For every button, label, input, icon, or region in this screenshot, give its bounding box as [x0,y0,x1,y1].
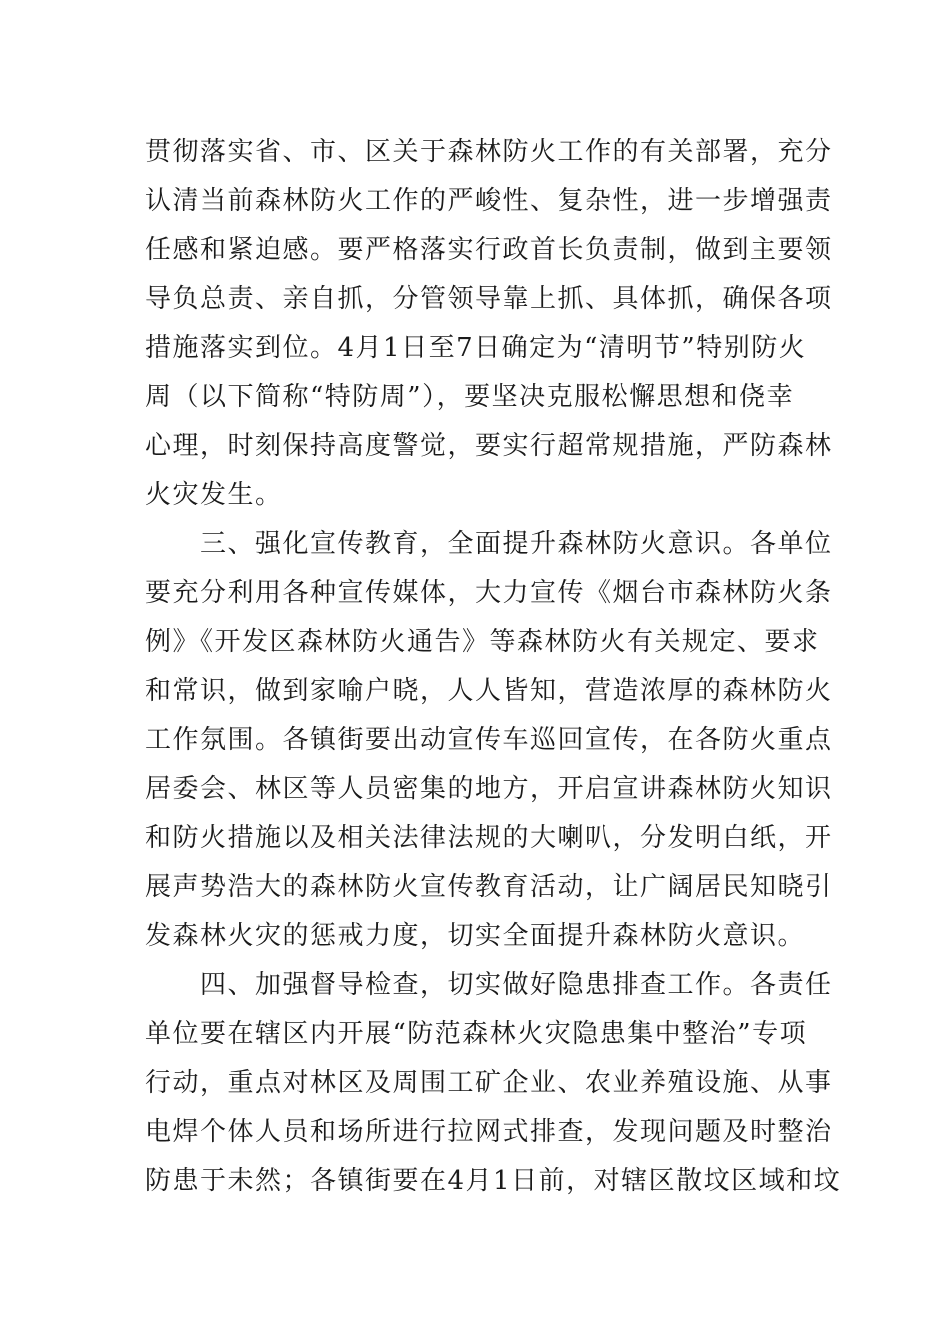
section-heading-line: 三、强化宣传教育，全面提升森林防火意识。各单位 [145,529,833,559]
text-line: 导负总责、亲自抓，分管领导靠上抓、具体抓，确保各项 [145,284,833,314]
section-heading-line: 四、加强督导检查，切实做好隐患排查工作。各责任 [145,970,833,1000]
text-line: 防患于未然；各镇街要在4月1日前，对辖区散坟区域和坟 [145,1166,842,1196]
text-line: 工作氛围。各镇街要出动宣传车巡回宣传，在各防火重点 [145,725,833,755]
text-line: 火灾发生。 [145,480,283,510]
text-line: 行动，重点对林区及周围工矿企业、农业养殖设施、从事 [145,1068,833,1098]
text-line: 发森林火灾的惩戒力度，切实全面提升森林防火意识。 [145,921,806,951]
text-line: 例》《开发区森林防火通告》等森林防火有关规定、要求 [145,627,820,657]
text-line: 任感和紧迫感。要严格落实行政首长负责制，做到主要领 [145,235,833,265]
text-line: 贯彻落实省、市、区关于森林防火工作的有关部署，充分 [145,137,833,167]
text-line: 居委会、林区等人员密集的地方，开启宣讲森林防火知识 [145,774,833,804]
body-text [145,128,842,1206]
text-line: 心理，时刻保持高度警觉，要实行超常规措施，严防森林 [145,431,833,461]
text-line: 电焊个体人员和场所进行拉网式排查，发现问题及时整治 [145,1117,833,1147]
text-line: 要充分利用各种宣传媒体，大力宣传《烟台市森林防火条 [145,578,833,608]
text-line: 单位要在辖区内开展“防范森林火灾隐患集中整治”专项 [145,1019,808,1049]
text-line: 和常识，做到家喻户晓，人人皆知，营造浓厚的森林防火 [145,676,833,706]
text-line: 和防火措施以及相关法律法规的大喇叭，分发明白纸，开 [145,823,833,853]
text-line: 展声势浩大的森林防火宣传教育活动，让广阔居民知晓引 [145,872,833,902]
text-line: 认清当前森林防火工作的严峻性、复杂性，进一步增强责 [145,186,833,216]
text-line: 周（以下简称“特防周”），要坚决克服松懈思想和侥幸 [145,382,795,412]
text-line: 措施落实到位。4月1日至7日确定为“清明节”特别防火 [145,333,807,363]
